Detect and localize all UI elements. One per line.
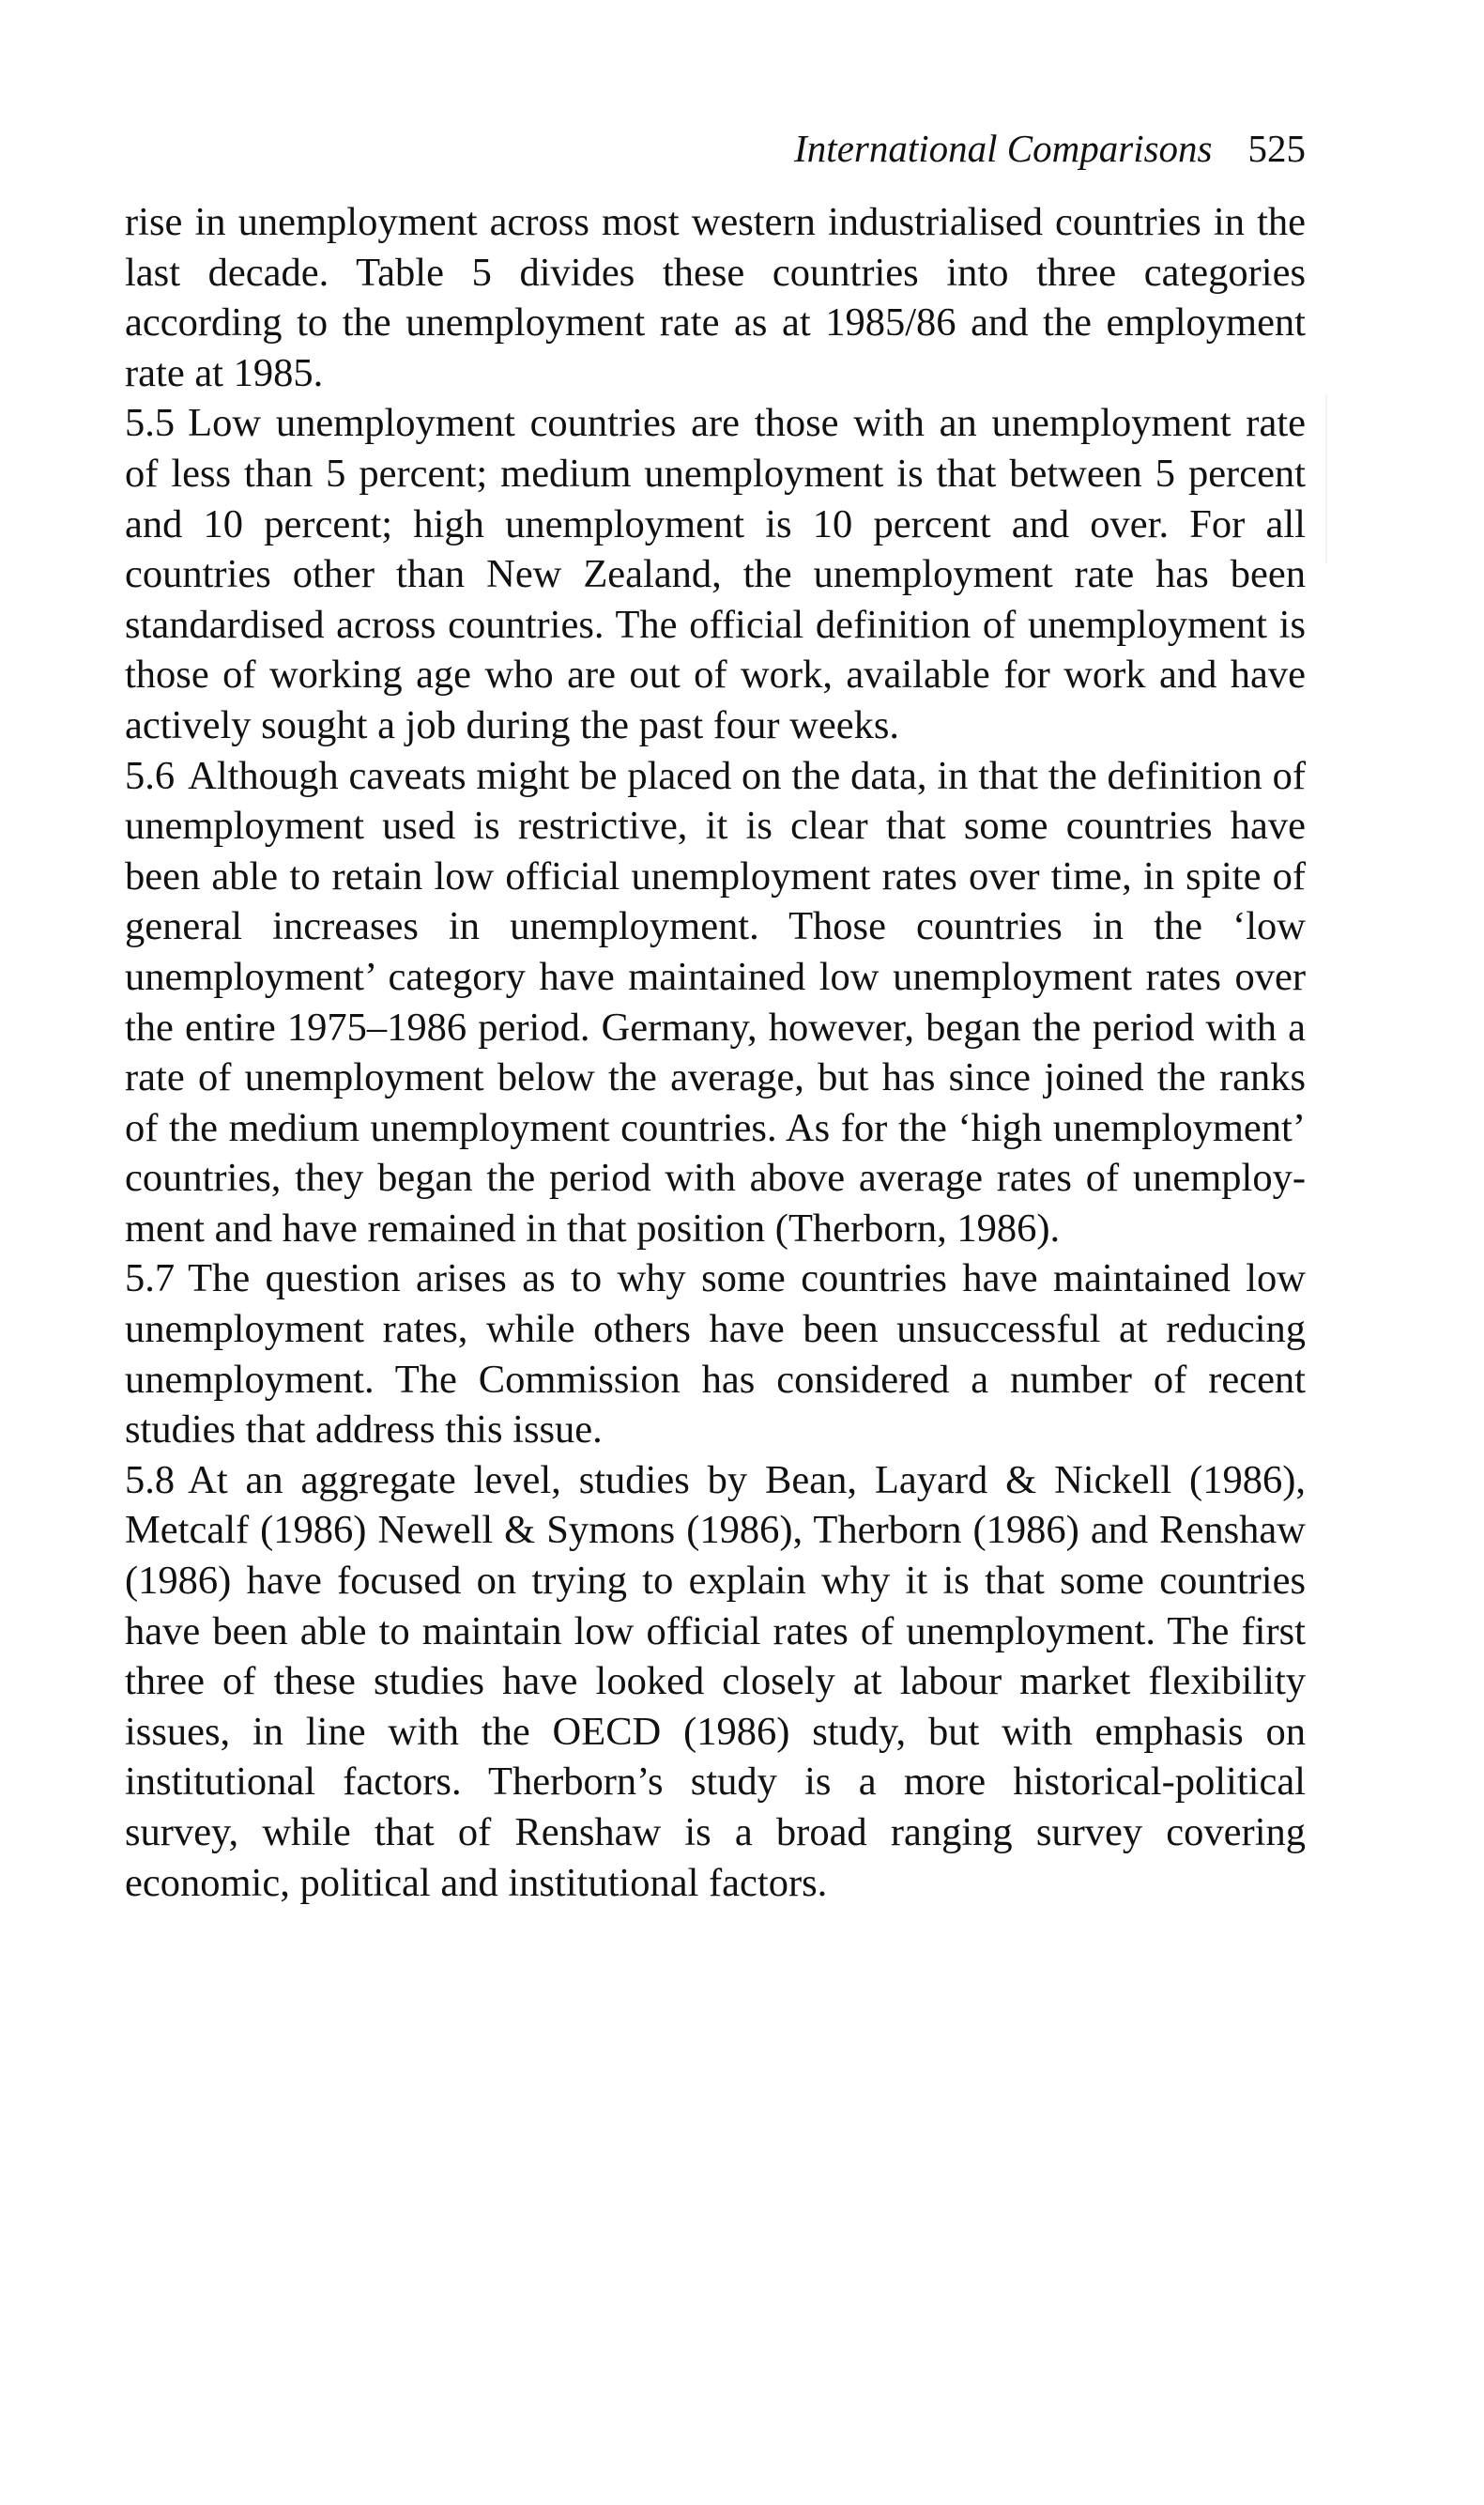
running-head (125, 120, 1306, 177)
paragraph-number: 5.8 (125, 1457, 176, 1502)
paragraph-5-5 (125, 398, 1306, 750)
paragraph-number: 5.6 (125, 753, 176, 798)
page-number: 525 (1247, 127, 1306, 170)
paragraph-continuation (125, 197, 1306, 398)
paragraph-text: rise in unemployment across most western industrialised countries in the last decade. Table 5 divides these countries into three categories according to the unemployment rate as at 1985/86 and the employment rate at 1985. (125, 200, 1306, 395)
paragraph-text: Although caveats might be placed on the data, in that the definition of unemployment used is restrictive, it is clear that some countries have been able to retain low official unemployment rates over time, in spite of general increases in unemployment. Those countries in the ‘low unemployment’ category have maintained low unemployment rates over the entire 1975–1986 period. Germany, however, began the period with a rate of unemployment below the average, but has since joined the ranks of the medium unemployment countries. As for the ‘high unemployment’ countries, they began the period with above average rates of unemployment and have remained in that position (Therborn, 1986). (125, 753, 1306, 1251)
scan-margin-mark (1325, 394, 1327, 563)
paragraph-text: Low unemployment countries are those with an unemployment rate of less than 5 percent; medium unemployment is that between 5 percent and 10 percent; high unemployment is 10 percent and over. For all countries other than New Zealand, the unemployment rate has been standardised across countries. The official definition of unemployment is those of working age who are out of work, available for work and have actively sought a job during the past four weeks. (125, 401, 1306, 747)
body-text (125, 197, 1306, 1908)
running-head-title: International Comparisons (794, 127, 1213, 170)
paragraph-number: 5.7 (125, 1256, 176, 1301)
paragraph-text: At an aggregate level, studies by Bean, Layard & Nickell (1986), Metcalf (1986) Newell & Symons (1986), Therborn (1986) and Renshaw (1986) have focused on trying to explain why it is that some countries have been able to maintain low official rates of unemployment. The first three of these studies have looked closely at labour market flexibility issues, in line with the OECD (1986) study, but with emphasis on institutional factors. Therborn’s study is a more historical-political survey, while that of Renshaw is a broad ranging survey covering economic, political and institutional factors. (125, 1457, 1306, 1905)
paragraph-5-7 (125, 1253, 1306, 1454)
page (125, 120, 1306, 1908)
paragraph-5-8 (125, 1455, 1306, 1908)
paragraph-number: 5.5 (125, 401, 176, 446)
paragraph-text: The question arises as to why some countries have maintained low unemployment rates, while others have been unsuccessful at reducing unemployment. The Commission has considered a number of recent studies that address this issue. (125, 1256, 1306, 1452)
paragraph-5-6 (125, 751, 1306, 1254)
